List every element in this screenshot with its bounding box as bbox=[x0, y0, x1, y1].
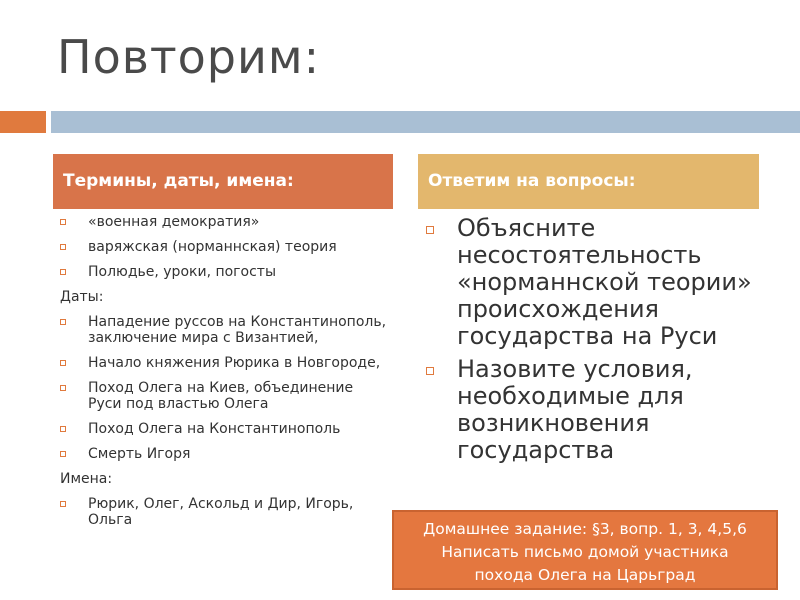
square-bullet-icon bbox=[60, 426, 66, 432]
slide-title: Повторим: bbox=[57, 30, 321, 84]
square-bullet-icon bbox=[60, 219, 66, 225]
question-text: Объясните несостоятельность «норманнской теории» происхождения государства на Руси bbox=[457, 214, 752, 350]
list-item bbox=[60, 214, 390, 230]
term-text: «военная демократия» bbox=[88, 214, 260, 230]
square-bullet-icon bbox=[426, 367, 434, 375]
list-item bbox=[60, 446, 390, 462]
list-item bbox=[60, 264, 390, 280]
left-column-header: Термины, даты, имена: bbox=[53, 154, 393, 209]
right-column-header: Ответим на вопросы: bbox=[418, 154, 759, 209]
date-text: Смерть Игоря bbox=[88, 446, 191, 462]
square-bullet-icon bbox=[60, 451, 66, 457]
list-item bbox=[60, 380, 390, 412]
term-text: варяжская (норманнская) теория bbox=[88, 239, 337, 255]
list-item bbox=[60, 314, 390, 346]
question-item bbox=[425, 215, 760, 350]
square-bullet-icon bbox=[60, 244, 66, 250]
date-text: Нападение руссов на Константинополь, заключение мира с Византией, bbox=[88, 314, 387, 346]
decorative-bar-orange bbox=[0, 111, 46, 133]
date-text: Начало княжения Рюрика в Новгороде, bbox=[88, 355, 381, 371]
list-item bbox=[60, 239, 390, 255]
square-bullet-icon bbox=[60, 319, 66, 325]
term-text: Полюдье, уроки, погосты bbox=[88, 264, 277, 280]
homework-line-1: Домашнее задание: §3, вопр. 1, 3, 4,5,6 bbox=[423, 520, 747, 538]
list-item bbox=[60, 421, 390, 437]
dates-label: Даты: bbox=[60, 289, 104, 305]
homework-line-3: похода Олега на Царьград bbox=[474, 566, 696, 584]
names-text: Рюрик, Олег, Аскольд и Дир, Игорь, Ольга bbox=[88, 496, 354, 528]
names-label: Имена: bbox=[60, 471, 113, 487]
homework-line-2: Написать письмо домой участника bbox=[441, 543, 729, 561]
left-column bbox=[60, 214, 390, 537]
square-bullet-icon bbox=[60, 501, 66, 507]
list-item bbox=[60, 496, 390, 528]
decorative-bar-blue bbox=[51, 111, 800, 133]
square-bullet-icon bbox=[60, 385, 66, 391]
square-bullet-icon bbox=[60, 269, 66, 275]
list-item bbox=[60, 355, 390, 371]
square-bullet-icon bbox=[60, 360, 66, 366]
date-text: Поход Олега на Киев, объединение Руси под властью Олега bbox=[88, 380, 354, 412]
right-column bbox=[425, 215, 760, 470]
question-item bbox=[425, 356, 760, 464]
homework-box bbox=[392, 510, 778, 590]
question-text: Назовите условия, необходимые для возникновения государства bbox=[457, 355, 693, 464]
date-text: Поход Олега на Константинополь bbox=[88, 421, 341, 437]
square-bullet-icon bbox=[426, 226, 434, 234]
